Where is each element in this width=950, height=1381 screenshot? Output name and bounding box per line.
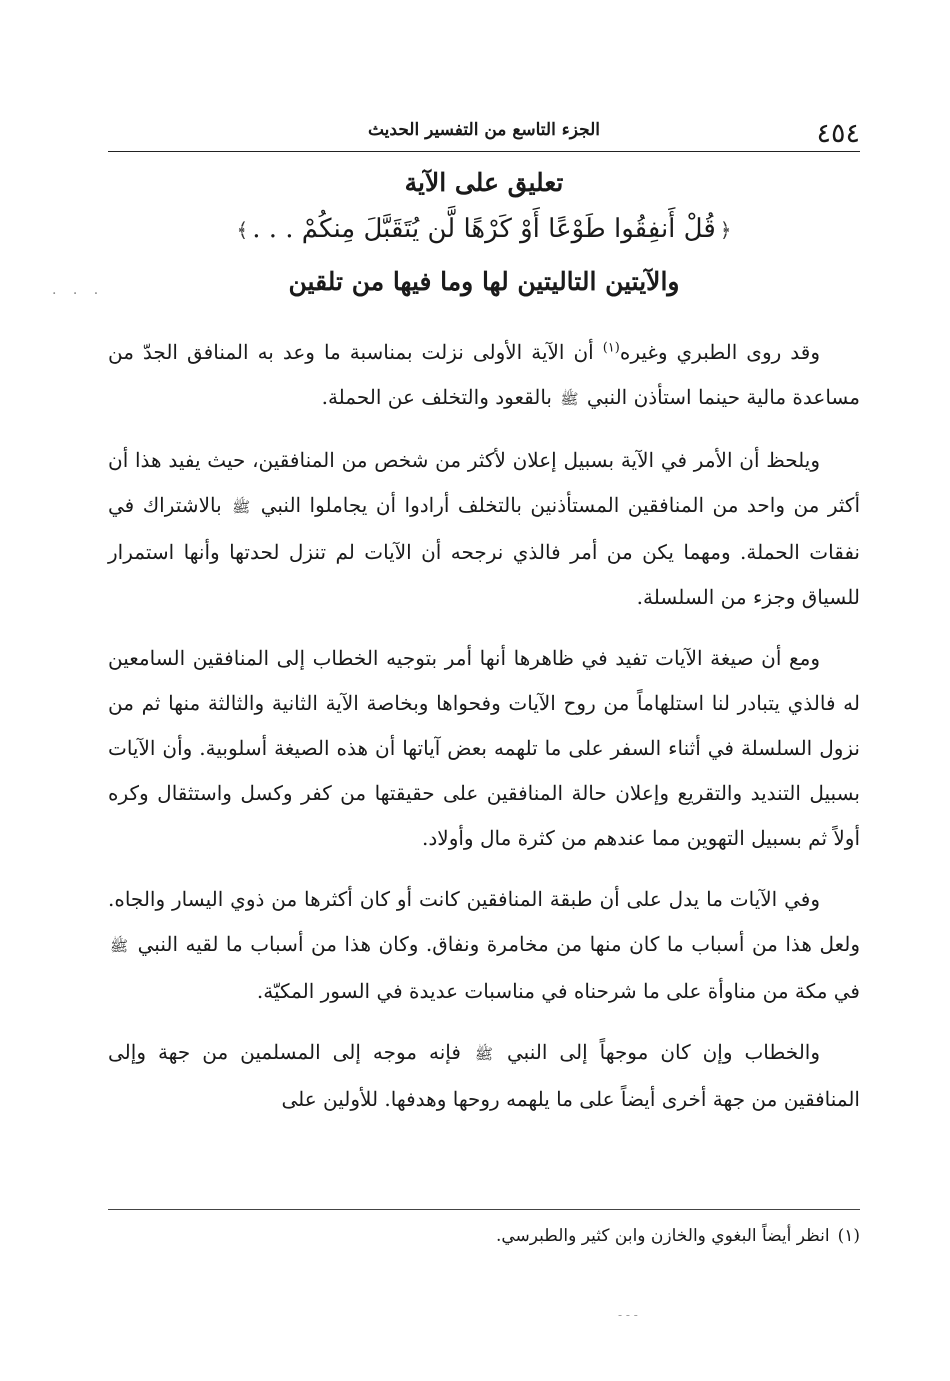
pbuh-glyph: ﷺ — [232, 498, 251, 516]
footnote-number: (١) — [837, 1226, 860, 1246]
text-run: بالاشتراك في نفقات الحملة. ومهما يكن من أمر فالذي نرجحه أن الآيات لم تنزل لحدتها وأنها استمرار للسياق وجزء من السلسلة. — [108, 493, 860, 609]
paragraph-3: ومع أن صيغة الآيات تفيد في ظاهرها أنها أمر بتوجيه الخطاب إلى المنافقين السامعين له فالذي يتبادر لنا استلهاماً من روح الآيات وفحواها وبخاصة الآية الثانية والثالثة منها ثم من نزول السلسلة في أثناء السفر على ما تلهمه بعض آياتها أن هذه الصيغة أسلوبية. وأن الآيات بسبيل التنديد والتقريع وإعلان حالة المنافقين على حقيقتها من كفر وكسل واستثقال وكره أولاً ثم بسبيل التهوين مما عندهم من كثرة مال وأولاد. — [108, 646, 860, 850]
footnote-rule — [108, 1209, 860, 1210]
paragraph-4 — [108, 877, 860, 1014]
pbuh-glyph: ﷺ — [474, 1045, 494, 1063]
section-title: تعليق على الآية — [404, 168, 564, 197]
text-run: في مكة من مناوأة على ما شرحناه في مناسبات عديدة في السور المكيّة. — [256, 979, 860, 1003]
text-run: بالقعود والتخلف عن الحملة. — [321, 385, 559, 409]
header-rule — [108, 151, 860, 152]
footnote-text: انظر أيضاً البغوي والخازن وابن كثير والطبرسي. — [495, 1226, 830, 1246]
verse-close-bracket: ﴾ — [236, 218, 249, 242]
quran-verse — [108, 214, 860, 244]
footnote-reference: (١) — [602, 340, 620, 356]
paragraph-5 — [108, 1030, 860, 1122]
running-title: الجزء التاسع من التفسير الحديث — [367, 120, 600, 140]
verse-open-bracket: ﴿ — [719, 218, 732, 242]
section-subtitle: والآيتين التاليتين لها وما فيها من تلقين — [288, 267, 680, 296]
text-run: ويلحظ أن الأمر في الآية بسبيل إعلان لأكثر من شخص من المنافقين، حيث يفيد هذا أن أكثر من واحد من المنافقين المستأذنين بالتخلف أرادوا أن يجاملوا النبي — [108, 448, 860, 517]
bottom-mark: - - - — [618, 1308, 638, 1322]
text-run: فإنه موجه إلى المسلمين من جهة وإلى المنافقين من جهة أخرى أيضاً على ما يلهمه روحها وهدفها. للأولين على — [108, 1040, 860, 1111]
page-number: ٤٥٤ — [816, 118, 860, 149]
footnote — [108, 1226, 860, 1246]
text-run: والخطاب وإن كان موجهاً إلى النبي — [495, 1040, 820, 1064]
margin-dots: · · · — [52, 286, 105, 302]
body-text — [108, 330, 860, 1138]
text-run: وقد روى الطبري وغيره — [619, 340, 820, 364]
paragraph-1 — [108, 330, 860, 422]
text-run: وفي الآيات ما يدل على أن طبقة المنافقين كانت أو كان أكثرها من ذوي اليسار والجاه. ولعل هذا من أسباب ما كان منها من مخامرة ونفاق. وكان هذا من أسباب ما لقيه النبي — [108, 887, 860, 956]
running-header — [108, 112, 860, 154]
verse-text: قُلْ أَنفِقُوا طَوْعًا أَوْ كَرْهًا لَّن يُتَقَبَّلَ مِنكُمْ . . . — [252, 214, 716, 244]
text-run: أن الآية الأولى نزلت بمناسبة ما وعد به المنافق الجدّ من مساعدة مالية حينما استأذن النبي — [108, 340, 860, 409]
paragraph-2 — [108, 438, 860, 620]
pbuh-glyph: ﷺ — [560, 390, 579, 408]
pbuh-glyph: ﷺ — [110, 937, 129, 955]
